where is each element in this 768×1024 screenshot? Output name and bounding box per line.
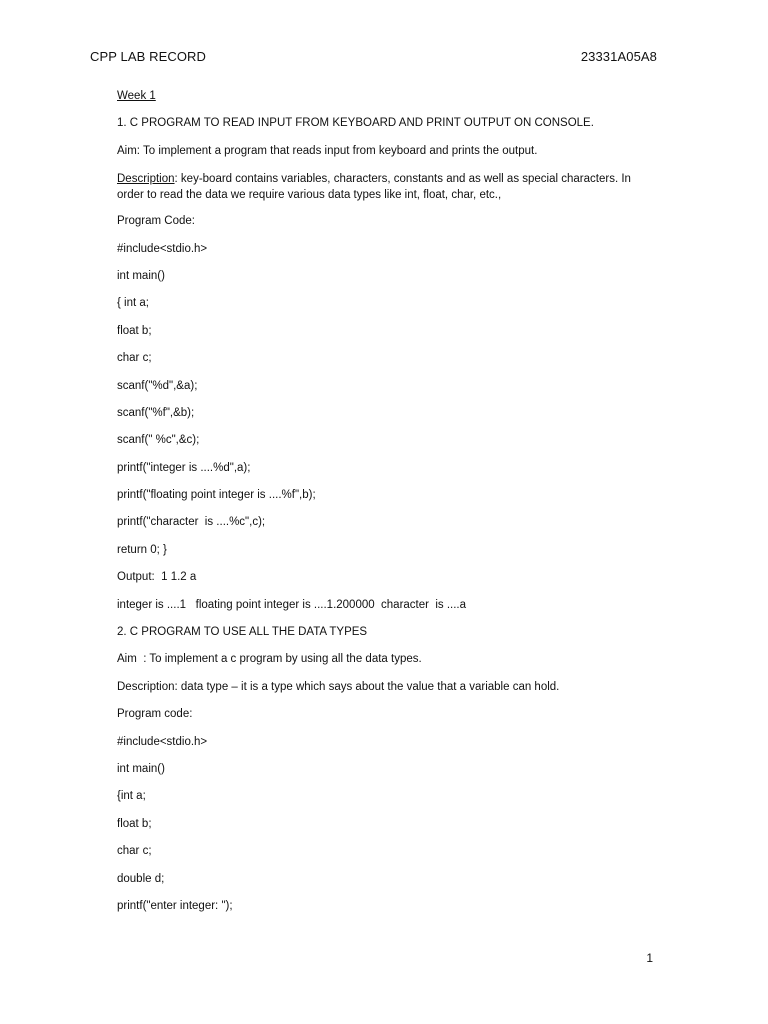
program1-code-label: Program Code: (117, 215, 195, 228)
description-text: : key-board contains variables, characters, constants and as well as special characters. In order to read the data we require various data types like int, float, char, etc., (117, 173, 631, 202)
description-label: Description (117, 173, 175, 186)
code-line: float b; (117, 324, 152, 337)
code-line: char c; (117, 845, 152, 858)
program1-output-label: Output: 1 1.2 a (117, 571, 197, 584)
document-body (117, 89, 657, 926)
header-roll-number: 23331A05A8 (580, 49, 657, 64)
page-number: 1 (646, 951, 653, 965)
code-line: printf("floating point integer is ....%f",b); (117, 489, 316, 502)
program1-aim: Aim: To implement a program that reads input from keyboard and prints the output. (117, 144, 538, 157)
code-line: scanf(" %c",&c); (117, 434, 200, 447)
code-line: #include<stdio.h> (117, 735, 208, 748)
code-line: { int a; (117, 297, 149, 310)
header-title: CPP LAB RECORD (90, 49, 207, 64)
code-line: double d; (117, 872, 165, 885)
program2-description: Description: data type – it is a type which says about the value that a variable can hold. (117, 680, 560, 693)
code-line: int main() (117, 762, 165, 775)
code-line: float b; (117, 817, 152, 830)
program1-output-result: integer is ....1 floating point integer is ....1.200000 character is ....a (117, 598, 467, 611)
code-line: #include<stdio.h> (117, 242, 208, 255)
program1-title: 1. C PROGRAM TO READ INPUT FROM KEYBOARD AND PRINT OUTPUT ON CONSOLE. (117, 117, 594, 130)
program2-title: 2. C PROGRAM TO USE ALL THE DATA TYPES (117, 626, 368, 639)
code-line: printf("integer is ....%d",a); (117, 461, 251, 474)
code-line: char c; (117, 352, 152, 365)
code-line: {int a; (117, 790, 146, 803)
code-line: return 0; } (117, 543, 167, 556)
program2-aim: Aim : To implement a c program by using all the data types. (117, 653, 422, 666)
program1-description (117, 171, 657, 203)
code-line: printf("character is ....%c",c); (117, 516, 266, 529)
code-line: int main() (117, 269, 165, 282)
week-heading: Week 1 (117, 90, 156, 102)
code-line: scanf("%f",&b); (117, 406, 195, 419)
code-line: scanf("%d",&a); (117, 379, 198, 392)
code-line: printf("enter integer: "); (117, 899, 233, 912)
program2-code-label: Program code: (117, 708, 193, 721)
